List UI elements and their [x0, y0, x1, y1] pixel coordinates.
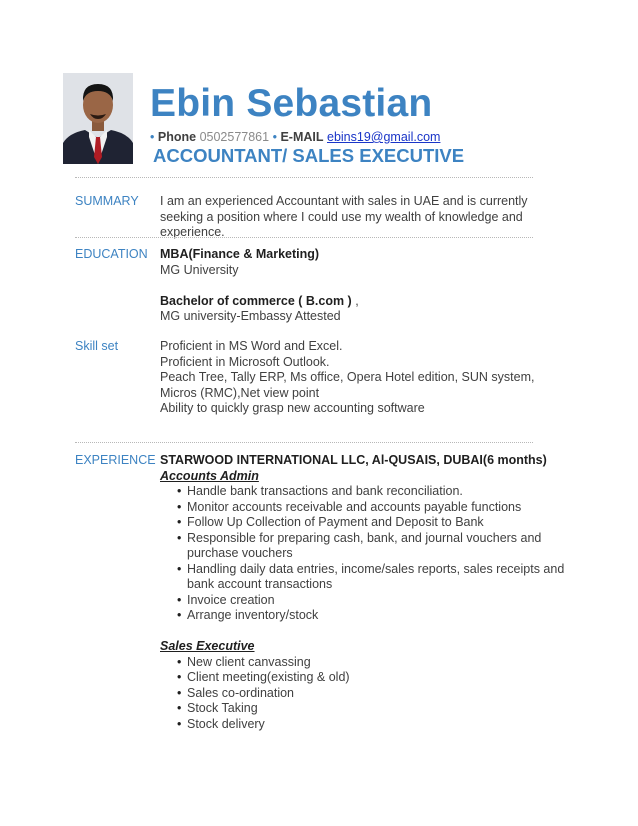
profile-photo — [63, 73, 133, 164]
list-item: • Invoice creation — [177, 592, 275, 607]
bullet-icon: • — [177, 670, 182, 684]
section-divider — [75, 237, 533, 238]
summary-heading: SUMMARY — [75, 194, 139, 208]
phone-number: 0502577861 — [199, 130, 270, 144]
bullet-dot-icon: • — [150, 130, 155, 144]
school-mg-university: MG University — [160, 262, 239, 277]
list-item: • Handle bank transactions and bank reconciliation. — [177, 484, 463, 498]
experience-heading: EXPERIENCE — [75, 453, 156, 467]
education-heading: EDUCATION — [75, 247, 148, 261]
section-divider — [75, 442, 533, 443]
experience-section — [160, 453, 565, 732]
skill-item: Proficient in Microsoft Outlook. — [160, 354, 330, 369]
summary-text: I am an experienced Accountant with sales in UAE and is currently seeking a position where I could use my wealth of knowledge and experience. — [160, 194, 528, 239]
bullet-icon: • — [177, 654, 182, 669]
list-item: • Sales co-ordination — [177, 685, 295, 700]
bullet-icon: • — [177, 484, 182, 498]
summary-section — [160, 194, 565, 241]
role-sales-executive: Sales Executive — [160, 639, 255, 653]
candidate-name: Ebin Sebastian — [150, 82, 433, 125]
company-name: STARWOOD INTERNATIONAL LLC, Al-QUSAIS, DUBAI(6 months) — [160, 453, 547, 467]
bullet-icon: • — [177, 592, 182, 607]
list-item: • Client meeting(existing & old) — [177, 670, 350, 684]
degree-bcom: Bachelor of commerce ( B.com ) — [160, 293, 352, 308]
list-item: • Monitor accounts receivable and accounts payable functions — [177, 499, 522, 514]
bullet-icon: • — [177, 608, 182, 622]
education-section — [160, 247, 565, 325]
bullet-icon: • — [177, 701, 182, 715]
skill-item: Proficient in MS Word and Excel. — [160, 339, 343, 353]
email-link[interactable]: ebins19@gmail.com — [327, 130, 441, 144]
bullet-icon: • — [177, 499, 182, 514]
bullet-icon: • — [177, 530, 182, 545]
job-title: ACCOUNTANT/ SALES EXECUTIVE — [153, 145, 465, 166]
phone-label: Phone — [157, 130, 197, 144]
list-item: • Stock Taking — [177, 701, 258, 715]
bullet-icon: • — [177, 515, 182, 529]
degree-bcom-suffix: , — [351, 293, 359, 308]
list-item: • New client canvassing — [177, 654, 311, 669]
bullet-icon: • — [177, 716, 182, 731]
bullet-icon: • — [177, 561, 182, 576]
bullet-dot-icon: • — [272, 130, 277, 144]
skills-section — [160, 339, 555, 417]
list-item: • Stock delivery — [177, 716, 265, 731]
person-portrait-icon — [63, 73, 133, 164]
accounts-admin-duties — [160, 484, 565, 624]
bullet-icon: • — [177, 685, 182, 700]
section-divider — [75, 177, 533, 178]
contact-line — [150, 129, 440, 145]
list-item: • Responsible for preparing cash, bank, and journal vouchers and purchase vouchers — [177, 530, 542, 560]
list-item: • Arrange inventory/stock — [177, 608, 319, 622]
skills-heading: Skill set — [75, 339, 119, 353]
skill-item: Peach Tree, Tally ERP, Ms office, Opera Hotel edition, SUN system, Micros (RMC),Net view point — [160, 370, 535, 400]
role-accounts-admin: Accounts Admin — [160, 468, 259, 483]
degree-mba: MBA(Finance & Marketing) — [160, 247, 320, 261]
skill-item: Ability to quickly grasp new accounting software — [160, 401, 425, 415]
email-label: E-MAIL — [280, 130, 324, 144]
sales-executive-duties — [160, 655, 565, 733]
list-item: • Follow Up Collection of Payment and Deposit to Bank — [177, 515, 484, 529]
school-mg-university-attested: MG university-Embassy Attested — [160, 309, 341, 323]
list-item: • Handling daily data entries, income/sales reports, sales receipts and bank account transactions — [177, 561, 565, 591]
